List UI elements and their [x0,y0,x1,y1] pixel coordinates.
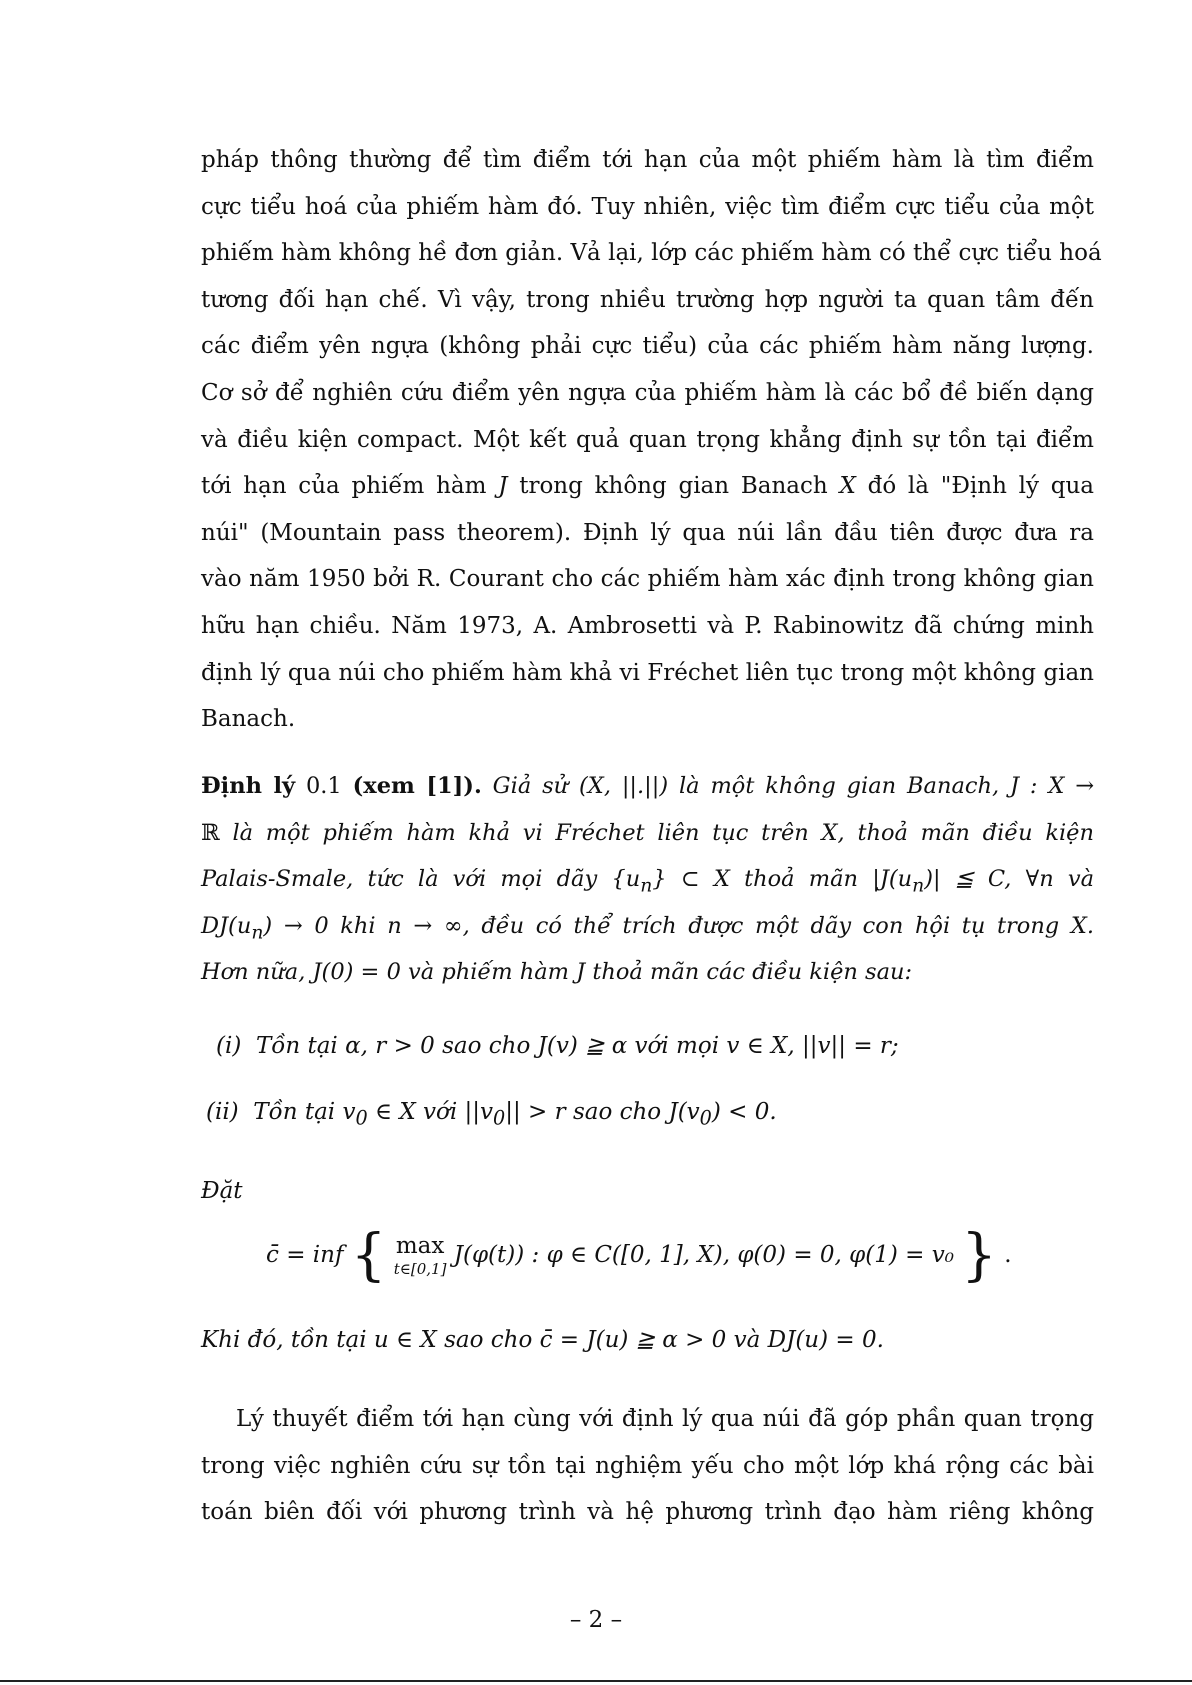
theorem-line: $DJ(u_n) \to 0$ khi n → ∞, đều có thể trích được một dãy con hội tụ trong X. [201,912,1095,944]
theorem-line: Hơn nữa, J(0) = 0 và phiếm hàm J thoả mãn các điều kiện sau: [201,959,913,986]
set-word: Đặt [201,1178,243,1204]
text-line: toán biên đối với phương trình và hệ phương trình đạo hàm riêng không [201,1499,1094,1526]
text-line: định lý qua núi cho phiếm hàm khả vi Fréchet liên tục trong một không gian [201,659,1094,686]
theorem-ref: (xem [1]). [352,773,482,799]
max-operator: max t∈[0,1] [393,1233,447,1278]
text-line: tới hạn của phiếm hàm J trong không gian Banach X đó là "Định lý qua [201,473,1095,500]
closing-paragraph [201,1396,1094,1536]
text-line: trong việc nghiên cứu sự tồn tại nghiệm yếu cho một lớp khá rộng các bài [201,1452,1094,1479]
theorem-line: ℝ là một phiếm hàm khả vi Fréchet liên tục trên X, thoả mãn điều kiện [201,819,1094,846]
left-brace: { [350,1223,387,1288]
text-line: Cơ sở để nghiên cứu điểm yên ngựa của phiếm hàm là các bổ đề biến dạng [201,379,1094,406]
definition-formula: c̄ = inf { max t∈[0,1] J(φ(t)) : φ ∈ C([0, 1], X), φ(0) = 0, φ(1) = v₀ } . [266,1223,1012,1288]
text-line: hữu hạn chiều. Năm 1973, A. Ambrosetti và P. Rabinowitz đã chứng minh [201,612,1094,639]
text-line: Banach. [201,706,296,733]
text-line: các điểm yên ngựa (không phải cực tiểu) của các phiếm hàm năng lượng. [201,333,1094,360]
text-line: và điều kiện compact. Một kết quả quan trọng khẳng định sự tồn tại điểm [201,426,1094,453]
text-line: Lý thuyết điểm tới hạn cùng với định lý qua núi đã góp phần quan trọng [236,1406,1094,1432]
formula-rhs: J(φ(t)) : φ ∈ C([0, 1], X), φ(0) = 0, φ(1) = v₀ [453,1242,954,1268]
text-line: phiếm hàm không hề đơn giản. Vả lại, lớp các phiếm hàm có thể cực tiểu hoá [201,240,1102,267]
right-brace: } [961,1223,997,1288]
text-line: núi" (Mountain pass theorem). Định lý qua núi lần đầu tiên được đưa ra [201,519,1094,546]
theorem-line: Định lý 0.1 (xem [1]). Giả sử (X, ||.||) là một không gian Banach, J : X → [201,773,1095,799]
theorem-block [201,763,1094,996]
text-line: vào năm 1950 bởi R. Courant cho các phiếm hàm xác định trong không gian [201,566,1094,593]
formula-lhs: c̄ = inf [266,1242,344,1268]
theorem-line: Palais-Smale, tức là với mọi dãy $\{u_n\}$ ⊂ X thoả mãn $|J(u_n)|$ ≦ C, ∀n và [201,866,1095,897]
conclusion-line: Khi đó, tồn tại u ∈ X sao cho c̄ = J(u) ≧ α > 0 và DJ(u) = 0. [201,1327,884,1353]
condition-ii: (ii) Tồn tại $v_0$ ∈ X với $||v_0|| > r$ sao cho $J(v_0) < 0$. [206,1099,777,1130]
page-number: – 2 – [569,1607,623,1633]
text-line: cực tiểu hoá của phiếm hàm đó. Tuy nhiên, việc tìm điểm cực tiểu của một [201,193,1094,220]
theorem-label: Định lý [201,773,296,799]
bottom-divider [0,1680,1192,1682]
text-line: pháp thông thường để tìm điểm tới hạn của một phiếm hàm là tìm điểm [201,147,1094,173]
theorem-number: 0.1 [305,773,342,799]
text-line: tương đối hạn chế. Vì vậy, trong nhiều trường hợp người ta quan tâm đến [201,286,1094,313]
intro-paragraph [201,137,1102,743]
condition-i: (i) Tồn tại α, r > 0 sao cho J(v) ≧ α với mọi v ∈ X, ||v|| = r; [216,1033,899,1059]
